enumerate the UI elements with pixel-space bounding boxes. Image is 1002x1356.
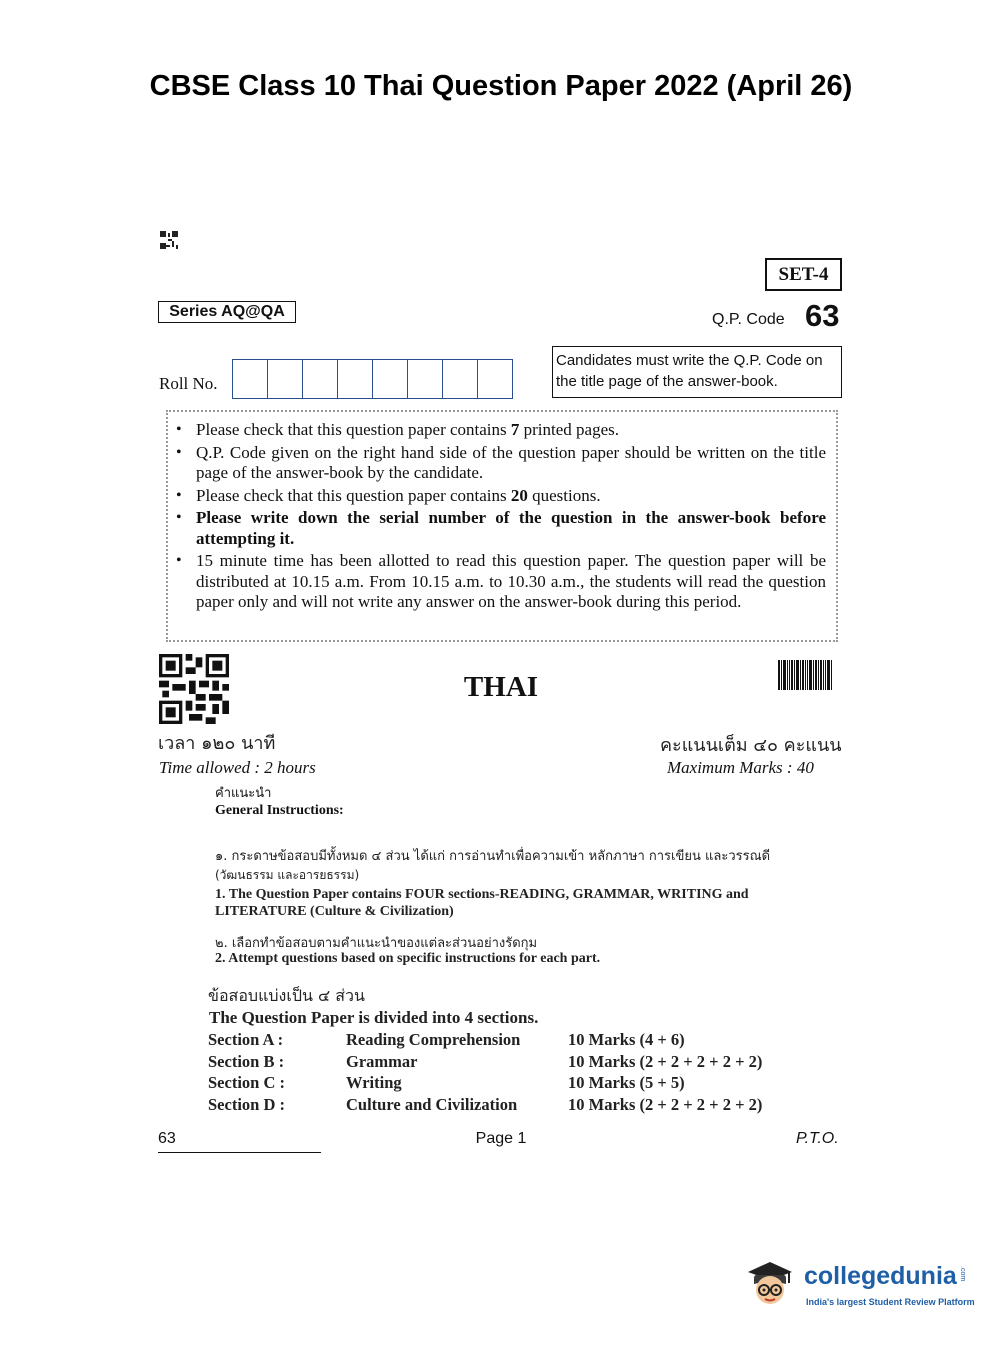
roll-no-box	[408, 360, 443, 398]
instructions-list	[196, 420, 826, 615]
document-title: CBSE Class 10 Thai Question Paper 2022 (April 26)	[149, 70, 853, 102]
section-label: Section A :	[208, 1030, 284, 1049]
instruction-item: • Q.P. Code given on the right hand side of the question paper should be written on the title page of the answer-book by the candidate.	[196, 443, 826, 484]
section-marks: 10 Marks (2 + 2 + 2 + 2 + 2)	[568, 1094, 763, 1114]
roll-no-box	[478, 360, 512, 398]
section-marks: 10 Marks (5 + 5)	[568, 1073, 685, 1092]
instructions-box	[166, 410, 838, 642]
footer-divider	[158, 1152, 321, 1153]
sections-table	[208, 1029, 868, 1115]
roll-no-box	[233, 360, 268, 398]
subject-title: THAI	[463, 671, 539, 703]
pto-label: P.T.O.	[796, 1130, 839, 1147]
section-marks: 10 Marks (2 + 2 + 2 + 2 + 2)	[568, 1051, 763, 1071]
set-label: SET-4	[765, 258, 842, 291]
maximum-marks-thai: คะแนนเต็ม ๔๐ คะแนน	[660, 735, 842, 756]
page-number: Page 1	[475, 1130, 527, 1147]
section-row	[208, 1051, 868, 1073]
qr-code-small-icon	[160, 231, 178, 249]
roll-no-box	[338, 360, 373, 398]
general-instructions-heading: General Instructions:	[215, 803, 344, 818]
roll-no-box	[303, 360, 338, 398]
section-name: Culture and Civilization	[346, 1094, 518, 1114]
brand-name: collegedunia	[804, 1262, 957, 1290]
general-instruction-1-thai-cont: (วัฒนธรรม และอารยธรรม)	[215, 868, 360, 882]
roll-no-box	[443, 360, 478, 398]
division-heading: The Question Paper is divided into 4 sections.	[209, 1008, 539, 1027]
general-instruction-1-thai: ๑. กระดาษข้อสอบมีทั้งหมด ๔ ส่วน ได้แก่ การอ่านทำเพื่อความเข้า หลักภาษา การเขียน และวรรณดี	[215, 849, 771, 864]
general-instruction-1: 1. The Question Paper contains FOUR sections-READING, GRAMMAR, WRITING and LITERATURE (Culture & Civilization)	[215, 887, 749, 919]
section-name: Reading Comprehension	[346, 1030, 521, 1049]
instruction-item: • Please write down the serial number of the question in the answer-book before attempting it.	[196, 508, 826, 549]
division-heading-thai: ข้อสอบแบ่งเป็น ๔ ส่วน	[208, 986, 365, 1005]
roll-no-box	[268, 360, 303, 398]
maximum-marks: Maximum Marks : 40	[667, 758, 814, 777]
section-label: Section C :	[208, 1073, 285, 1092]
qp-code-label: Q.P. Code	[712, 311, 785, 328]
general-instruction-2-thai: ๒. เลือกทำข้อสอบตามคำแนะนำของแต่ละส่วนอย่างรัดกุม	[215, 936, 538, 951]
instruction-item: • Please check that this question paper contains 7 printed pages.	[196, 420, 826, 441]
section-name: Writing	[346, 1073, 402, 1092]
barcode-icon	[778, 660, 840, 690]
section-row	[208, 1029, 868, 1051]
candidate-note: Candidates must write the Q.P. Code on the title page of the answer-book.	[552, 346, 842, 398]
section-marks: 10 Marks (4 + 6)	[568, 1030, 685, 1049]
roll-no-boxes	[232, 359, 513, 399]
qp-code-value: 63	[805, 298, 840, 333]
brand-tagline: India's largest Student Review Platform	[806, 1297, 975, 1307]
brand-suffix: .com	[959, 1266, 966, 1282]
instruction-item: • 15 minute time has been allotted to read this question paper. The question paper will be distributed at 10.15 a.m. From 10.15 a.m. to 10.30 a.m., the students will read the question paper only and will not write any answer on the answer-book during this period.	[196, 551, 826, 613]
time-allowed-thai: เวลา ๑๒๐ นาที	[158, 733, 276, 754]
series-label: Series AQ@QA	[158, 301, 296, 323]
collegedunia-logo-icon	[740, 1250, 802, 1312]
section-row	[208, 1094, 868, 1116]
section-label: Section B :	[208, 1051, 285, 1071]
section-label: Section D :	[208, 1094, 285, 1114]
section-name: Grammar	[346, 1051, 418, 1071]
time-allowed: Time allowed : 2 hours	[159, 758, 316, 777]
section-row	[208, 1072, 868, 1094]
general-instruction-2: 2. Attempt questions based on specific instructions for each part.	[215, 951, 601, 966]
roll-no-box	[373, 360, 408, 398]
general-instructions-heading-thai: คำแนะนำ	[215, 786, 272, 801]
footer-code: 63	[158, 1130, 176, 1147]
roll-no-label: Roll No.	[159, 374, 218, 393]
instruction-item: • Please check that this question paper contains 20 questions.	[196, 486, 826, 507]
